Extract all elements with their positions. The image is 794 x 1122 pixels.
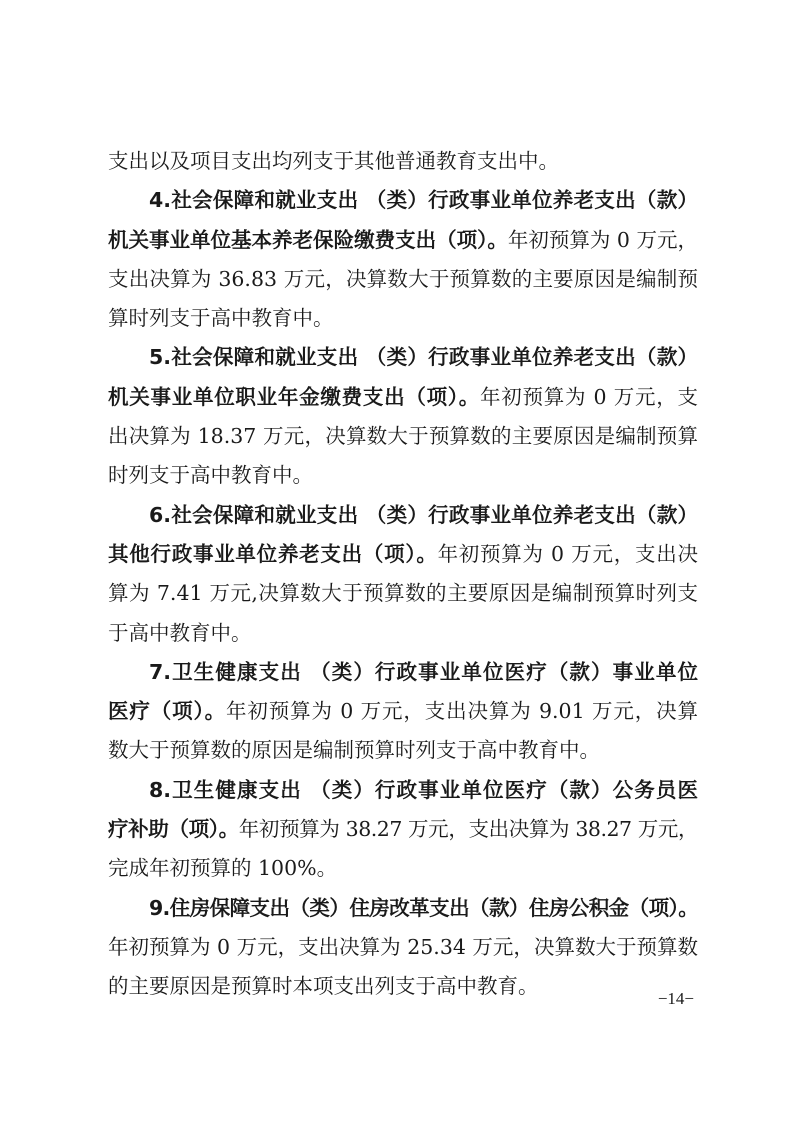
heading-text: 机关事业单位职业年金缴费支出（项）。 — [108, 384, 481, 409]
item-4-heading — [108, 181, 698, 220]
line-text: 的主要原因是预算时本项支出列支于高中教育。 — [108, 974, 539, 999]
line-text: 年初预算为 0 万元，支出决 — [437, 541, 698, 566]
text-line — [108, 928, 698, 967]
text-line — [108, 535, 698, 574]
text-line — [108, 299, 698, 338]
heading-text: 5.社会保障和就业支出 （类）行政事业单位养老支出（款） — [149, 345, 698, 370]
line-text: 支出决算为 36.83 万元，决算数大于预算数的主要原因是编制预 — [108, 266, 698, 291]
line-text: 算为 7.41 万元,决算数大于预算数的主要原因是编制预算时列支 — [108, 581, 698, 606]
text-line — [108, 378, 698, 417]
text-line — [108, 142, 698, 181]
item-7-heading — [108, 653, 698, 692]
text-line — [108, 574, 698, 613]
heading-text: 医疗（项）。 — [108, 699, 226, 724]
document-body — [108, 142, 698, 1007]
line-text: 完成年初预算的 100%。 — [108, 856, 338, 881]
page-number: −14− — [657, 989, 694, 1008]
text-line — [108, 849, 698, 888]
text-line — [108, 614, 698, 653]
text-line — [108, 456, 698, 495]
heading-text: 7.卫生健康支出 （类）行政事业单位医疗（款）事业单位 — [149, 659, 698, 684]
item-5-heading — [108, 338, 698, 377]
item-9-heading — [108, 889, 698, 928]
text-line — [108, 810, 698, 849]
line-text: 算时列支于高中教育中。 — [108, 306, 334, 331]
text-line — [108, 221, 698, 260]
line-text: 年初预算为 38.27 万元，支出决算为 38.27 万元， — [238, 817, 698, 842]
line-text: 时列支于高中教育中。 — [108, 463, 313, 488]
heading-text: 疗补助（项）。 — [108, 817, 239, 842]
line-text: 数大于预算数的原因是编制预算时列支于高中教育中。 — [108, 738, 600, 763]
text-line — [108, 731, 698, 770]
heading-text: 4.社会保障和就业支出 （类）行政事业单位养老支出（款） — [149, 188, 698, 213]
line-text: 年初预算为 0 万元，支 — [480, 384, 699, 409]
line-text: 年初预算为 0 万元，支出决算为 9.01 万元，决算 — [225, 699, 698, 724]
item-6-heading — [108, 496, 698, 535]
item-8-heading — [108, 771, 698, 810]
heading-text: 机关事业单位基本养老保险缴费支出（项）。 — [108, 227, 508, 252]
line-text: 年初预算为 0 万元，支出决算为 25.34 万元，决算数大于预算数 — [108, 934, 698, 959]
heading-text: 8.卫生健康支出 （类）行政事业单位医疗（款）公务员医 — [149, 777, 698, 802]
text-line — [108, 417, 698, 456]
line-text: 年初预算为 0 万元， — [507, 227, 699, 252]
heading-text: 其他行政事业单位养老支出（项）。 — [108, 541, 438, 566]
text-line — [108, 967, 698, 1006]
line-text: 出决算为 18.37 万元，决算数大于预算数的主要原因是编制预算 — [108, 424, 698, 449]
heading-text: 9.住房保障支出（类）住房改革支出（款）住房公积金（项）。 — [149, 895, 698, 920]
text-line — [108, 260, 698, 299]
heading-text: 6.社会保障和就业支出 （类）行政事业单位养老支出（款） — [149, 502, 698, 527]
line-text: 支出以及项目支出均列支于其他普通教育支出中。 — [108, 149, 559, 173]
line-text: 于高中教育中。 — [108, 620, 252, 645]
text-line — [108, 692, 698, 731]
